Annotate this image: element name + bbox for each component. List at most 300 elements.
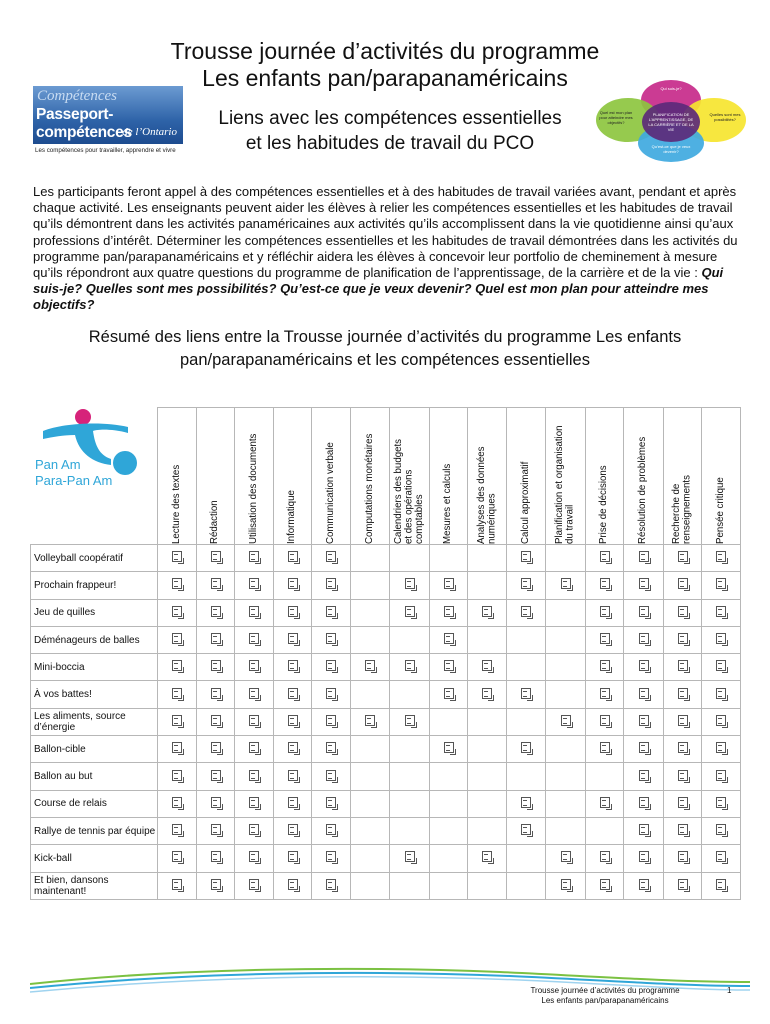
- checkmark-icon: [521, 551, 531, 562]
- checkmark-icon: [678, 879, 688, 890]
- skill-cell: [546, 817, 586, 844]
- skill-cell: [664, 599, 702, 626]
- skill-cell: [664, 790, 702, 817]
- summary-heading: Résumé des liens entre la Trousse journée d’activités du programme Les enfants pan/parapanaméricains et les compétences essentielles: [88, 328, 682, 369]
- column-header: [664, 408, 702, 545]
- column-header: [430, 408, 468, 545]
- pan-am-logo-line-2: Para-Pan Am: [35, 473, 113, 488]
- checkmark-icon: [211, 851, 221, 862]
- column-header-label: Calcul approximatif: [519, 461, 531, 544]
- checkmark-icon: [678, 797, 688, 808]
- table-row: [31, 626, 741, 653]
- skill-cell: [158, 872, 197, 899]
- skill-cell: [312, 708, 351, 735]
- checkmark-icon: [172, 879, 182, 890]
- skill-cell: [468, 545, 507, 572]
- column-header-label: Pensée critique: [714, 477, 726, 544]
- skill-cell: [351, 790, 390, 817]
- skill-cell: [235, 790, 274, 817]
- checkmark-icon: [249, 797, 259, 808]
- column-header: [235, 408, 274, 545]
- checkmark-icon: [716, 742, 726, 753]
- checkmark-icon: [288, 742, 298, 753]
- checkmark-icon: [249, 742, 259, 753]
- checkmark-icon: [716, 851, 726, 862]
- checkmark-icon: [326, 660, 336, 671]
- checkmark-icon: [444, 688, 454, 699]
- passeport-competences-logo: [33, 86, 183, 159]
- checkmark-icon: [288, 578, 298, 589]
- title-line-2: Les enfants pan/parapanaméricains: [202, 65, 568, 91]
- skill-cell: [312, 736, 351, 763]
- checkmark-icon: [288, 606, 298, 617]
- checkmark-icon: [444, 742, 454, 753]
- checkmark-icon: [365, 715, 375, 726]
- skills-summary-table: [30, 407, 741, 900]
- skill-cell: [507, 817, 546, 844]
- checkmark-icon: [444, 660, 454, 671]
- column-header: [468, 408, 507, 545]
- skill-cell: [624, 817, 664, 844]
- intro-paragraph: [33, 184, 743, 314]
- skill-cell: [664, 681, 702, 708]
- checkmark-icon: [326, 688, 336, 699]
- skill-cell: [390, 654, 430, 681]
- skill-cell: [546, 626, 586, 653]
- skill-cell: [586, 708, 624, 735]
- activity-name: Ballon au but: [31, 763, 158, 790]
- skill-cell: [546, 654, 586, 681]
- logo-line-2: Passeport-compétences: [36, 106, 132, 141]
- checkmark-icon: [639, 742, 649, 753]
- table-row: [31, 708, 741, 735]
- checkmark-icon: [249, 606, 259, 617]
- column-header-label: Rédaction: [209, 500, 221, 544]
- column-header-label: Lecture des textes: [170, 464, 182, 544]
- skill-cell: [351, 736, 390, 763]
- skill-cell: [235, 736, 274, 763]
- checkmark-icon: [249, 688, 259, 699]
- venn-top-label: Qui suis-je?: [660, 86, 682, 91]
- checkmark-icon: [326, 851, 336, 862]
- skill-cell: [235, 763, 274, 790]
- checkmark-icon: [249, 824, 259, 835]
- skill-cell: [507, 872, 546, 899]
- checkmark-icon: [444, 633, 454, 644]
- skill-cell: [468, 681, 507, 708]
- column-header-label: Informatique: [286, 490, 298, 544]
- skill-cell: [586, 817, 624, 844]
- skill-cell: [546, 545, 586, 572]
- logo-line-3: de l’Ontario: [122, 126, 177, 138]
- checkmark-icon: [639, 715, 649, 726]
- skill-cell: [702, 654, 741, 681]
- checkmark-icon: [521, 606, 531, 617]
- checkmark-icon: [716, 551, 726, 562]
- skill-cell: [586, 736, 624, 763]
- skill-cell: [664, 872, 702, 899]
- skill-cell: [158, 763, 197, 790]
- column-header: [312, 408, 351, 545]
- planning-venn-diagram: [596, 80, 746, 162]
- checkmark-icon: [288, 770, 298, 781]
- skill-cell: [664, 626, 702, 653]
- skill-cell: [274, 681, 312, 708]
- skill-cell: [702, 845, 741, 872]
- skill-cell: [430, 872, 468, 899]
- skill-cell: [197, 572, 235, 599]
- skill-cell: [158, 736, 197, 763]
- checkmark-icon: [561, 851, 571, 862]
- skill-cell: [624, 681, 664, 708]
- skill-cell: [468, 708, 507, 735]
- skill-cell: [507, 545, 546, 572]
- skill-cell: [390, 681, 430, 708]
- table-row: [31, 790, 741, 817]
- column-header: [351, 408, 390, 545]
- skill-cell: [390, 872, 430, 899]
- checkmark-icon: [639, 551, 649, 562]
- checkmark-icon: [678, 606, 688, 617]
- skill-cell: [664, 545, 702, 572]
- column-header-label: Mesures et calculs: [442, 463, 454, 544]
- skill-cell: [430, 763, 468, 790]
- checkmark-icon: [288, 797, 298, 808]
- checkmark-icon: [249, 633, 259, 644]
- skill-cell: [430, 845, 468, 872]
- skill-cell: [351, 626, 390, 653]
- skill-cell: [197, 763, 235, 790]
- skill-cell: [390, 599, 430, 626]
- logo-line-1: Compétences: [37, 88, 117, 104]
- checkmark-icon: [249, 660, 259, 671]
- checkmark-icon: [639, 770, 649, 781]
- checkmark-icon: [249, 578, 259, 589]
- checkmark-icon: [678, 578, 688, 589]
- skill-cell: [235, 599, 274, 626]
- checkmark-icon: [561, 578, 571, 589]
- skill-cell: [702, 763, 741, 790]
- table-row: [31, 572, 741, 599]
- skill-cell: [468, 736, 507, 763]
- checkmark-icon: [288, 660, 298, 671]
- checkmark-icon: [716, 660, 726, 671]
- skill-cell: [664, 708, 702, 735]
- checkmark-icon: [678, 688, 688, 699]
- skill-cell: [702, 708, 741, 735]
- checkmark-icon: [600, 551, 610, 562]
- checkmark-icon: [521, 742, 531, 753]
- skill-cell: [235, 572, 274, 599]
- skill-cell: [197, 817, 235, 844]
- checkmark-icon: [639, 879, 649, 890]
- checkmark-icon: [172, 797, 182, 808]
- skill-cell: [586, 626, 624, 653]
- checkmark-icon: [211, 797, 221, 808]
- column-header: [158, 408, 197, 545]
- checkmark-icon: [678, 715, 688, 726]
- skill-cell: [197, 545, 235, 572]
- skill-cell: [390, 545, 430, 572]
- skill-cell: [546, 599, 586, 626]
- skill-cell: [312, 763, 351, 790]
- skill-cell: [430, 790, 468, 817]
- skill-cell: [586, 790, 624, 817]
- skill-cell: [390, 626, 430, 653]
- skill-cell: [274, 763, 312, 790]
- venn-center-label: PLANIFICATION DE L’APPRENTISSAGE, DE LA CARRIÈRE ET DE LA VIE: [648, 112, 694, 132]
- column-header-label: Analyses des données numériques: [475, 446, 497, 544]
- checkmark-icon: [482, 851, 492, 862]
- skill-cell: [586, 572, 624, 599]
- checkmark-icon: [288, 715, 298, 726]
- skill-cell: [235, 681, 274, 708]
- checkmark-icon: [678, 770, 688, 781]
- column-header: [197, 408, 235, 545]
- footer-line-1: Trousse journée d’activités du programme: [530, 986, 680, 995]
- checkmark-icon: [678, 633, 688, 644]
- skill-cell: [351, 845, 390, 872]
- skill-cell: [390, 763, 430, 790]
- skill-cell: [197, 790, 235, 817]
- skill-cell: [197, 654, 235, 681]
- activity-name: Kick-ball: [31, 845, 158, 872]
- skill-cell: [702, 545, 741, 572]
- table-row: [31, 872, 741, 899]
- checkmark-icon: [172, 851, 182, 862]
- skill-cell: [546, 708, 586, 735]
- skill-cell: [546, 736, 586, 763]
- skill-cell: [664, 572, 702, 599]
- skill-cell: [624, 790, 664, 817]
- skill-cell: [274, 845, 312, 872]
- checkmark-icon: [326, 606, 336, 617]
- skill-cell: [390, 708, 430, 735]
- checkmark-icon: [211, 742, 221, 753]
- subtitle-line-2: et les habitudes de travail du PCO: [245, 133, 535, 154]
- venn-left-label: Quel est mon plan pour atteindre mes objectifs?: [599, 110, 633, 125]
- checkmark-icon: [172, 688, 182, 699]
- column-header-label: Computations monétaires: [363, 433, 375, 544]
- checkmark-icon: [211, 770, 221, 781]
- checkmark-icon: [600, 688, 610, 699]
- skill-cell: [312, 790, 351, 817]
- skill-cell: [430, 708, 468, 735]
- footer-line-2: Les enfants pan/parapanaméricains: [541, 996, 669, 1005]
- subtitle-line-1: Liens avec les compétences essentielles: [218, 108, 562, 129]
- activity-name: Ballon-cible: [31, 736, 158, 763]
- checkmark-icon: [172, 715, 182, 726]
- checkmark-icon: [716, 715, 726, 726]
- column-header: [390, 408, 430, 545]
- checkmark-icon: [678, 851, 688, 862]
- skill-cell: [312, 545, 351, 572]
- table-row: [31, 654, 741, 681]
- skill-cell: [546, 872, 586, 899]
- checkmark-icon: [639, 688, 649, 699]
- checkmark-icon: [600, 742, 610, 753]
- checkmark-icon: [405, 660, 415, 671]
- checkmark-icon: [639, 578, 649, 589]
- checkmark-icon: [405, 851, 415, 862]
- skill-cell: [158, 681, 197, 708]
- table-corner: [31, 408, 158, 545]
- skill-cell: [702, 572, 741, 599]
- column-header: [586, 408, 624, 545]
- skill-cell: [664, 845, 702, 872]
- skill-cell: [430, 626, 468, 653]
- skill-cell: [586, 681, 624, 708]
- checkmark-icon: [288, 851, 298, 862]
- skill-cell: [235, 545, 274, 572]
- checkmark-icon: [521, 688, 531, 699]
- skill-cell: [624, 599, 664, 626]
- skill-cell: [390, 790, 430, 817]
- checkmark-icon: [211, 824, 221, 835]
- checkmark-icon: [716, 633, 726, 644]
- skill-cell: [197, 599, 235, 626]
- checkmark-icon: [326, 551, 336, 562]
- skill-cell: [546, 845, 586, 872]
- skill-cell: [390, 736, 430, 763]
- checkmark-icon: [405, 715, 415, 726]
- skill-cell: [507, 654, 546, 681]
- checkmark-icon: [288, 879, 298, 890]
- table-row: [31, 681, 741, 708]
- checkmark-icon: [482, 606, 492, 617]
- checkmark-icon: [365, 660, 375, 671]
- skill-cell: [546, 790, 586, 817]
- checkmark-icon: [288, 824, 298, 835]
- checkmark-icon: [482, 688, 492, 699]
- checkmark-icon: [716, 578, 726, 589]
- skill-cell: [351, 872, 390, 899]
- table-row: [31, 763, 741, 790]
- checkmark-icon: [211, 606, 221, 617]
- checkmark-icon: [639, 606, 649, 617]
- skill-cell: [274, 872, 312, 899]
- checkmark-icon: [249, 715, 259, 726]
- checkmark-icon: [249, 770, 259, 781]
- checkmark-icon: [249, 551, 259, 562]
- activity-name: Les aliments, source d’énergie: [31, 708, 158, 735]
- skill-cell: [586, 654, 624, 681]
- checkmark-icon: [678, 824, 688, 835]
- checkmark-icon: [521, 578, 531, 589]
- checkmark-icon: [288, 688, 298, 699]
- skill-cell: [468, 790, 507, 817]
- skill-cell: [235, 654, 274, 681]
- skill-cell: [235, 845, 274, 872]
- skill-cell: [546, 572, 586, 599]
- skill-cell: [197, 708, 235, 735]
- column-header-label: Prise de décisions: [598, 465, 610, 544]
- skill-cell: [158, 572, 197, 599]
- checkmark-icon: [211, 715, 221, 726]
- checkmark-icon: [716, 797, 726, 808]
- skill-cell: [274, 654, 312, 681]
- skill-cell: [235, 817, 274, 844]
- skill-cell: [158, 626, 197, 653]
- checkmark-icon: [405, 578, 415, 589]
- skill-cell: [274, 599, 312, 626]
- pan-am-logo-line-1: Pan Am: [35, 457, 81, 472]
- intro-text: Les participants feront appel à des compétences essentielles et à des habitudes de travail variées avant, pendant et après chaque activité. Les enseignants peuvent aider les élèves à relier les compétences essentielles et les habitudes de travail qu’ils démontrent dans les activités panaméricaines aux activités qu’ils accomplissent dans la vie quotidienne ainsi qu’aux professions d’intérêt. Déterminer les compétences essentielles et les habitudes de travail démontrées dans les activités du programme pan/parapanaméricains et y réfléchir aidera les élèves à concevoir leur portfolio de cheminement à mesure qu’ils répondront aux quatre questions du programme de planification de l’apprentissage, de la carrière et de la vie :: [33, 184, 738, 281]
- activity-name: Mini-boccia: [31, 654, 158, 681]
- column-header: [274, 408, 312, 545]
- checkmark-icon: [639, 824, 649, 835]
- skill-cell: [235, 708, 274, 735]
- skill-cell: [351, 817, 390, 844]
- skill-cell: [312, 572, 351, 599]
- checkmark-icon: [678, 742, 688, 753]
- skill-cell: [235, 626, 274, 653]
- table-row: [31, 845, 741, 872]
- skill-cell: [507, 681, 546, 708]
- checkmark-icon: [600, 851, 610, 862]
- skill-cell: [624, 872, 664, 899]
- checkmark-icon: [639, 660, 649, 671]
- skill-cell: [351, 599, 390, 626]
- checkmark-icon: [172, 606, 182, 617]
- skill-cell: [158, 845, 197, 872]
- skill-cell: [430, 736, 468, 763]
- checkmark-icon: [521, 797, 531, 808]
- skill-cell: [158, 545, 197, 572]
- checkmark-icon: [600, 606, 610, 617]
- skill-cell: [468, 599, 507, 626]
- checkmark-icon: [288, 633, 298, 644]
- skill-cell: [664, 817, 702, 844]
- checkmark-icon: [211, 551, 221, 562]
- skill-cell: [430, 654, 468, 681]
- skill-cell: [702, 599, 741, 626]
- skill-cell: [351, 681, 390, 708]
- skill-cell: [390, 845, 430, 872]
- skill-cell: [664, 736, 702, 763]
- checkmark-icon: [600, 660, 610, 671]
- activity-name: Prochain frappeur!: [31, 572, 158, 599]
- skill-cell: [507, 790, 546, 817]
- column-header: [546, 408, 586, 545]
- checkmark-icon: [600, 797, 610, 808]
- skill-cell: [702, 872, 741, 899]
- skill-cell: [507, 708, 546, 735]
- skill-cell: [664, 763, 702, 790]
- checkmark-icon: [716, 606, 726, 617]
- skill-cell: [351, 545, 390, 572]
- skill-cell: [468, 845, 507, 872]
- skill-cell: [158, 708, 197, 735]
- activity-name: À vos battes!: [31, 681, 158, 708]
- activity-name: Jeu de quilles: [31, 599, 158, 626]
- skill-cell: [624, 736, 664, 763]
- footer-text: [500, 986, 710, 1006]
- checkmark-icon: [326, 879, 336, 890]
- checkmark-icon: [444, 578, 454, 589]
- skill-cell: [507, 736, 546, 763]
- checkmark-icon: [172, 551, 182, 562]
- skill-cell: [312, 817, 351, 844]
- venn-right-label: Quelles sont mes possibilités?: [709, 112, 741, 122]
- checkmark-icon: [288, 551, 298, 562]
- skill-cell: [312, 626, 351, 653]
- skill-cell: [351, 763, 390, 790]
- activity-name: Déménageurs de balles: [31, 626, 158, 653]
- skill-cell: [197, 872, 235, 899]
- checkmark-icon: [600, 879, 610, 890]
- checkmark-icon: [211, 633, 221, 644]
